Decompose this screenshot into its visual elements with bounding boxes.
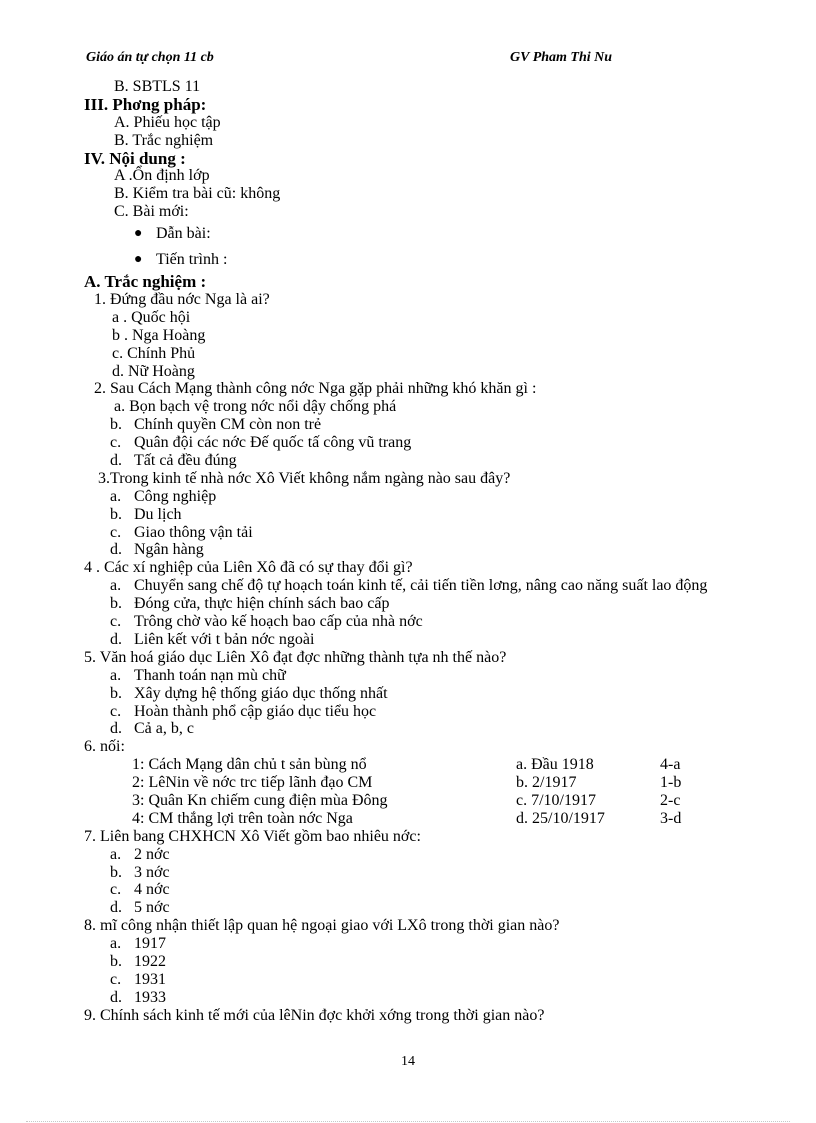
match-answer: 3-d — [660, 809, 682, 827]
option-text: Chuyển sang chế độ tự hoạch toán kinh tế, cải tiến tiền lơng, nâng cao năng suất lao động — [134, 577, 708, 595]
bullet-dot-icon: ● — [134, 252, 143, 268]
option — [84, 720, 774, 738]
option-key: a. — [110, 577, 122, 595]
option-key: d. — [110, 630, 122, 648]
option-key: b. — [110, 863, 122, 881]
content-item-b: B. Kiểm tra bài cũ: không — [114, 185, 281, 203]
option — [84, 541, 774, 559]
option — [84, 488, 774, 506]
option — [84, 398, 774, 416]
match-event: 4: CM thắng lợi trên toàn nớc Nga — [132, 809, 353, 827]
question-9: 9. Chính sách kinh tế mới của lêNin đợc khởi xớng trong thời gian nào? — [84, 1006, 545, 1024]
option: a . Quốc hội — [112, 308, 191, 326]
option — [84, 899, 774, 917]
matching-row — [84, 810, 774, 828]
option-text: 3 nớc — [134, 863, 170, 881]
option-text: Thanh toán nạn mù chữ — [134, 666, 286, 684]
option-key: b. — [110, 595, 122, 613]
option: b . Nga Hoàng — [112, 326, 206, 344]
option — [84, 452, 774, 470]
option-key: c. — [110, 702, 122, 720]
option-key: d. — [110, 541, 122, 559]
option-text: Công nghiệp — [134, 487, 217, 505]
option-key: d. — [110, 452, 122, 470]
option — [84, 703, 774, 721]
option — [84, 595, 774, 613]
question-5: 5. Văn hoá giáo dục Liên Xô đạt đợc những thành tựa nh thế nào? — [84, 648, 507, 666]
question-8: 8. mĩ công nhận thiết lập quan hệ ngoại giao với LXô trong thời gian nào? — [84, 917, 560, 935]
option — [84, 524, 774, 542]
matching-row — [84, 792, 774, 810]
option-text: Trông chờ vào kế hoạch bao cấp của nhà nớc — [134, 613, 423, 631]
section-quiz-heading: A. Trắc nghiệm : — [84, 272, 207, 292]
option-key: c. — [110, 523, 122, 541]
methods-item-b: B. Trắc nghiệm — [114, 131, 214, 149]
bullet-text: Dẫn bài: — [156, 225, 211, 243]
question-4: 4 . Các xí nghiệp của Liên Xô đã có sự thay đổi gì? — [84, 559, 413, 577]
question-2: 2. Sau Cách Mạng thành công nớc Nga gặp phải những khó khăn gì : — [94, 380, 537, 398]
option: c. Chính Phủ — [112, 344, 196, 362]
match-event: 2: LêNin về nớc trc tiếp lãnh đạo CM — [132, 774, 373, 792]
option — [84, 935, 774, 953]
option — [84, 506, 774, 524]
option-text: Xây dựng hệ thống giáo dục thống nhất — [134, 684, 388, 702]
option-text: Chính quyền CM còn non trẻ — [134, 416, 322, 434]
option-text: 4 nớc — [134, 881, 170, 899]
match-answer: 1-b — [660, 774, 682, 792]
match-answer: 2-c — [660, 791, 681, 809]
option — [84, 953, 774, 971]
option-text: 1922 — [134, 952, 166, 970]
match-date: b. 2/1917 — [516, 774, 577, 792]
option-text: Liên kết với t bản nớc ngoài — [134, 630, 315, 648]
option-text: 1933 — [134, 988, 166, 1006]
question-7: 7. Liên bang CHXHCN Xô Viết gồm bao nhiêu nớc: — [84, 827, 421, 845]
option-key: c. — [110, 881, 122, 899]
header-course-title: Giáo án tự chọn 11 cb — [86, 50, 214, 65]
match-answer: 4-a — [660, 756, 681, 774]
option — [84, 971, 774, 989]
option-text: 5 nớc — [134, 899, 170, 917]
option — [84, 631, 774, 649]
option-key: d. — [110, 988, 122, 1006]
option-key: c. — [110, 970, 122, 988]
section-methods-heading: III. Phơng pháp: — [84, 94, 207, 114]
materials-item-b: B. SBTLS 11 — [114, 78, 201, 95]
matching-row — [84, 756, 774, 774]
option-key: b. — [110, 952, 122, 970]
option-key: a. — [110, 666, 122, 684]
match-event: 1: Cách Mạng dân chủ t sản bùng nổ — [132, 756, 367, 774]
option-key: d. — [110, 720, 122, 738]
option — [84, 416, 774, 434]
option-key: a. — [110, 935, 122, 953]
option-text: 1931 — [134, 970, 166, 988]
option-key: a. — [114, 398, 126, 416]
option — [84, 846, 774, 864]
match-date: d. 25/10/1917 — [516, 809, 605, 827]
bullet-text: Tiến trình : — [156, 251, 228, 269]
methods-item-a: A. Phiếu học tập — [114, 113, 221, 131]
content-item-c: C. Bài mới: — [114, 203, 189, 221]
bullet-dot-icon: ● — [134, 226, 143, 242]
option-text: Đóng cửa, thực hiện chính sách bao cấp — [134, 595, 390, 613]
option-key: b. — [110, 505, 122, 523]
option — [84, 613, 774, 631]
option-text: Ngân hàng — [134, 541, 204, 559]
option — [84, 577, 774, 595]
option — [84, 434, 774, 452]
question-3: 3.Trong kinh tế nhà nớc Xô Viết không nắm ngàng nào sau đây? — [98, 469, 511, 487]
match-date: a. Đầu 1918 — [516, 756, 594, 774]
option-key: c. — [110, 613, 122, 631]
match-event: 3: Quân Kn chiếm cung điện mùa Đông — [132, 791, 388, 809]
option-key: b. — [110, 416, 122, 434]
option — [84, 667, 774, 685]
option-key: a. — [110, 487, 122, 505]
option-text: 1917 — [134, 935, 166, 953]
page-number: 14 — [401, 1054, 415, 1069]
section-content-heading: IV. Nội dung : — [84, 148, 186, 168]
document-body — [84, 78, 774, 1025]
option-key: c. — [110, 434, 122, 452]
page-bottom-divider — [26, 1121, 790, 1122]
matching-row — [84, 774, 774, 792]
bullet-item — [84, 221, 774, 247]
option-text: Cả a, b, c — [134, 720, 194, 738]
option — [84, 685, 774, 703]
question-6: 6. nối: — [84, 738, 125, 756]
content-item-a: A .Ổn định lớp — [114, 167, 210, 185]
option — [84, 989, 774, 1007]
option: d. Nữ Hoàng — [112, 362, 195, 380]
option-text: Quân đội các nớc Đế quốc tấ công vũ trang — [134, 434, 412, 452]
option-text: Du lịch — [134, 505, 182, 523]
option-text: 2 nớc — [134, 845, 170, 863]
header-teacher-name: GV Pham Thi Nu — [510, 50, 613, 65]
bullet-item — [84, 247, 774, 273]
question-1: 1. Đứng đầu nớc Nga là ai? — [94, 291, 270, 309]
option-key: d. — [110, 899, 122, 917]
option-key: a. — [110, 845, 122, 863]
option — [84, 881, 774, 899]
option-text: Bọn bạch vệ trong nớc nổi dậy chống phá — [129, 398, 397, 416]
option-text: Tất cả đều đúng — [134, 452, 237, 470]
page-header — [86, 50, 626, 70]
option-text: Giao thông vận tải — [134, 523, 253, 541]
match-date: c. 7/10/1917 — [516, 791, 596, 809]
option-key: b. — [110, 684, 122, 702]
option-text: Hoàn thành phổ cập giáo dục tiểu học — [134, 702, 377, 720]
option — [84, 864, 774, 882]
